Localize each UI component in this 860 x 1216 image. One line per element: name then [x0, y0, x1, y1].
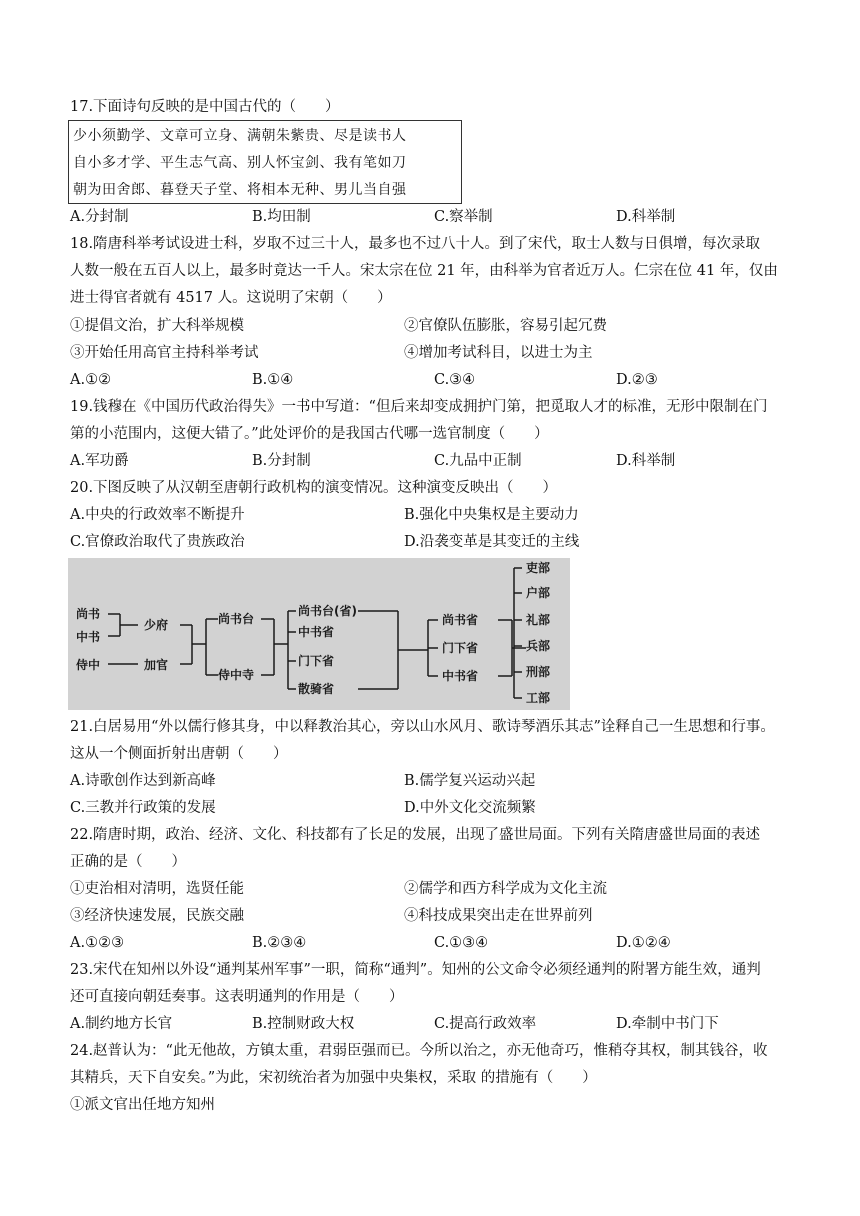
q21-option-c[interactable]: C.三教并行政策的发展	[70, 800, 216, 816]
q18-statement: ④增加考试科目，以进士为主	[404, 345, 593, 361]
q22-statement: ①吏治相对清明，选贤任能	[70, 881, 244, 897]
q21-option-b[interactable]: B.儒学复兴运动兴起	[404, 773, 536, 789]
diagram-label-col3: 侍中寺	[218, 668, 255, 682]
q23-option-b[interactable]: B.控制财政大权	[252, 1016, 355, 1032]
q18-statement: ②官僚队伍膨胀，容易引起冗费	[404, 318, 607, 334]
diagram-label-col2: 少府	[144, 618, 169, 632]
diagram-label-col6: 礼部	[526, 613, 551, 627]
diagram-label-col5: 门下省	[442, 641, 479, 655]
q24-stem-line: 其精兵，天下自安矣。”为此，宋初统治者为加强中央集权，采取 的措施有（ ）	[70, 1070, 597, 1086]
q23-option-c[interactable]: C.提高行政效率	[434, 1016, 537, 1032]
admin-evolution-diagram	[68, 558, 570, 710]
q18-statement: ①提倡文治，扩大科举规模	[70, 318, 244, 334]
diagram-label-col5: 中书省	[442, 669, 479, 683]
q17-poem-line: 自小多才学、平生志气高、别人怀宝剑、我有笔如刀	[73, 155, 407, 171]
q24-statement: ①派文官出任地方知州	[70, 1097, 215, 1113]
admin-evolution-svg	[68, 558, 570, 710]
q22-stem-line: 正确的是（ ）	[70, 854, 186, 870]
q22-stem-line: 22.隋唐时期，政治、经济、文化、科技都有了长足的发展，出现了盛世局面。下列有关隋唐盛世局面的表述	[70, 827, 761, 843]
q22-option-c[interactable]: C.①③④	[434, 935, 489, 951]
q22-option-b[interactable]: B.②③④	[252, 935, 307, 951]
q23-stem-line: 23.宋代在知州以外设“通判某州军事”一职，简称“通判”。知州的公文命令必须经通判的附署方能生效，通判	[70, 962, 761, 978]
q19-option-b[interactable]: B.分封制	[252, 453, 311, 469]
q17-poem-box	[68, 120, 462, 204]
q22-statement: ④科技成果突出走在世界前列	[404, 908, 593, 924]
q21-option-d[interactable]: D.中外文化交流频繁	[404, 800, 536, 816]
diagram-label-col6: 兵部	[526, 639, 551, 653]
diagram-label-col1: 中书	[76, 630, 101, 644]
q21-stem-line: 21.白居易用“外以儒行修其身，中以释教治其心，旁以山水风月、歌诗琴酒乐其志”诠释自己一生思想和行事。	[70, 719, 775, 735]
q20-option-a[interactable]: A.中央的行政效率不断提升	[70, 507, 245, 523]
q17-poem-line: 少小须勤学、文章可立身、满朝朱紫贵、尽是读书人	[73, 128, 407, 144]
diagram-label-col5: 尚书省	[442, 613, 479, 627]
q23-option-d[interactable]: D.牵制中书门下	[616, 1016, 719, 1032]
q20-option-b[interactable]: B.强化中央集权是主要动力	[404, 507, 579, 523]
q18-option-a[interactable]: A.①②	[70, 372, 112, 388]
q19-stem-line: 第的小范围内，这便大错了。”此处评价的是我国古代哪一选官制度（ ）	[70, 426, 549, 442]
q17-option-d[interactable]: D.科举制	[616, 209, 676, 225]
q18-option-c[interactable]: C.③④	[434, 372, 476, 388]
q18-stem-line: 人数一般在五百人以上，最多时竟达一千人。宋太宗在位 21 年，由科举为官者近万人。仁宗在位 41 年，仅由	[70, 263, 778, 279]
q18-option-b[interactable]: B.①④	[252, 372, 294, 388]
q18-option-d[interactable]: D.②③	[616, 372, 658, 388]
q18-stem-line: 进士得官者就有 4517 人。这说明了宋朝（ ）	[70, 290, 392, 306]
q17-option-c[interactable]: C.察举制	[434, 209, 493, 225]
q21-stem-line: 这从一个侧面折射出唐朝（ ）	[70, 746, 288, 762]
q18-stem-line: 18.隋唐科举考试设进士科，岁取不过三十人，最多也不过八十人。到了宋代，取士人数与日俱增，每次录取	[70, 236, 761, 252]
diagram-label-col2: 加官	[144, 658, 169, 672]
diagram-label-col6: 吏部	[526, 561, 551, 575]
diagram-label-col6: 户部	[526, 586, 551, 600]
q20-option-c[interactable]: C.官僚政治取代了贵族政治	[70, 534, 245, 550]
q21-option-a[interactable]: A.诗歌创作达到新高峰	[70, 773, 216, 789]
q17-poem-line: 朝为田舍郎、暮登天子堂、将相本无种、男儿当自强	[73, 182, 407, 198]
diagram-label-col1: 侍中	[76, 658, 101, 672]
diagram-label-col4: 门下省	[298, 654, 335, 668]
q17-stem: 17.下面诗句反映的是中国古代的（ ）	[70, 99, 340, 115]
q22-option-a[interactable]: A.①②③	[70, 935, 125, 951]
q22-statement: ③经济快速发展，民族交融	[70, 908, 244, 924]
diagram-label-col3: 尚书台	[218, 612, 255, 626]
q24-stem-line: 24.赵普认为：“此无他故，方镇太重，君弱臣强而已。今所以治之，亦无他奇巧，惟稍夺其权，制其钱谷，收	[70, 1043, 768, 1059]
diagram-label-col6: 工部	[526, 691, 551, 705]
q20-option-d[interactable]: D.沿袭变革是其变迁的主线	[404, 534, 580, 550]
q20-stem: 20.下图反映了从汉朝至唐朝行政机构的演变情况。这种演变反映出（ ）	[70, 480, 558, 496]
diagram-label-col4: 中书省	[298, 625, 335, 639]
diagram-label-col1: 尚书	[76, 607, 101, 621]
q19-option-d[interactable]: D.科举制	[616, 453, 676, 469]
q17-option-a[interactable]: A.分封制	[70, 209, 129, 225]
diagram-label-col6: 刑部	[526, 665, 551, 679]
q19-option-c[interactable]: C.九品中正制	[434, 453, 522, 469]
q18-statement: ③开始任用高官主持科举考试	[70, 345, 259, 361]
diagram-label-col4: 尚书台(省)	[298, 604, 357, 618]
q19-option-a[interactable]: A.军功爵	[70, 453, 129, 469]
diagram-label-col4: 散骑省	[298, 682, 335, 696]
q23-stem-line: 还可直接向朝廷奏事。这表明通判的作用是（ ）	[70, 989, 404, 1005]
q22-statement: ②儒学和西方科学成为文化主流	[404, 881, 607, 897]
q23-option-a[interactable]: A.制约地方长官	[70, 1016, 173, 1032]
q22-option-d[interactable]: D.①②④	[616, 935, 671, 951]
q17-option-b[interactable]: B.均田制	[252, 209, 311, 225]
q19-stem-line: 19.钱穆在《中国历代政治得失》一书中写道：“但后来却变成拥护门第，把觅取人才的标准，无形中限制在门	[70, 399, 768, 415]
